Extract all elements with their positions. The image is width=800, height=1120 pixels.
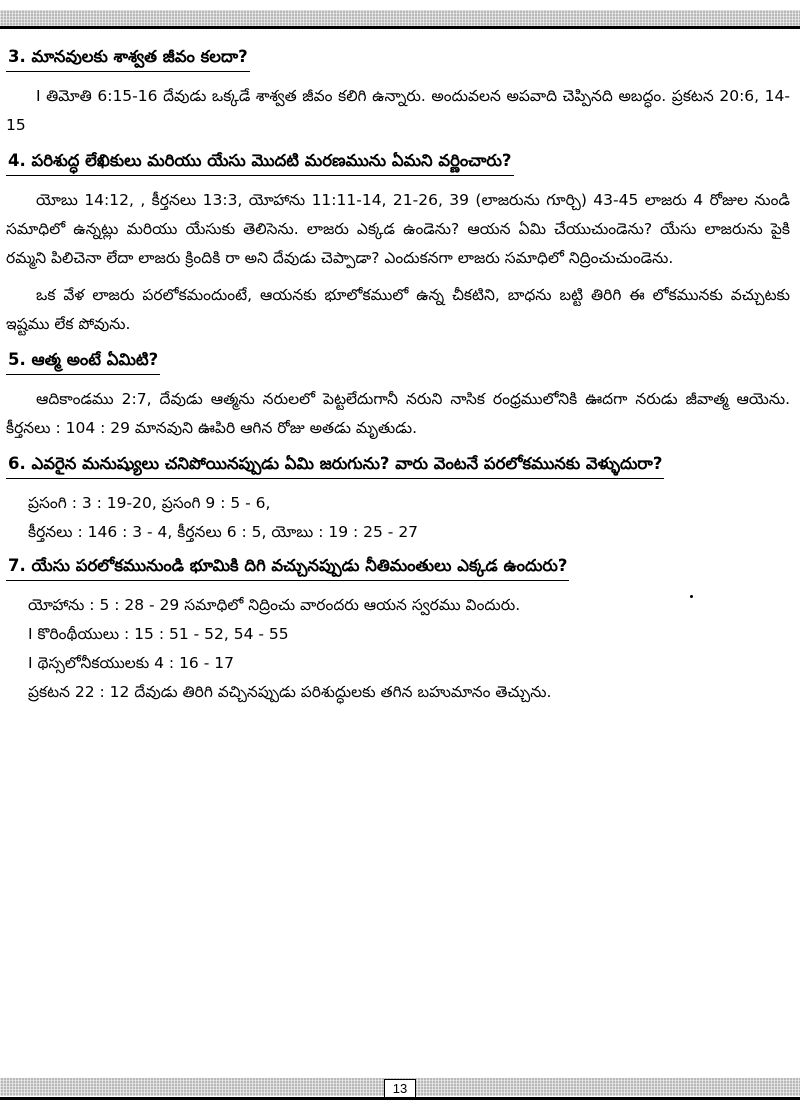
top-border-band [0,10,800,26]
section-heading: 3. మానవులకు శాశ్వత జీవం కలదా? [6,44,250,72]
section-heading: 6. ఎవరైన మనుష్యులు చనిపోయినప్పుడు ఏమి జరుగును? వారు వెంటనే పరలోకమునకు వెళ్ళుదురా? [6,451,664,479]
reference-line: యోహాను : 5 : 28 - 29 సమాధిలో నిద్రించు వారందరు ఆయన స్వరము విందురు. [28,596,521,614]
section-heading: 5. ఆత్మ అంటే ఏమిటి? [6,347,160,375]
paragraph: యోబు 14:12, , కీర్తనలు 13:3, యోహాను 11:11-14, 21-26, 39 (లాజరును గూర్చి) 43-45 లాజరు 4 రోజుల నుండి సమాధిలో ఉన్నట్లు మరియు యేసుకు తెలిసెను. లాజరు ఎక్కడ ఉండెను? ఆయన ఏమి చేయుచుండెను? యేసు లాజరును పైకి రమ్మని పిలిచెనా లేదా లాజరు క్రిందికి రా అని దేవుడు చెప్పాడా? ఎందుకనగా లాజరు సమాధిలో నిద్రించుచుండెను. [6,191,790,267]
section-3 [6,44,792,140]
reference-line: I కొరింథీయులు : 15 : 51 - 52, 54 - 55 [28,625,289,643]
page-number: 13 [384,1079,416,1098]
section-4 [6,148,792,339]
paragraph: ఒక వేళ లాజరు పరలోకమందుంటే, ఆయనకు భూలోకములో ఉన్న చీకటిని, బాధను బట్టి తిరిగి ఈ లోకమునకు వచ్చుటకు ఇష్టము లేక పోవును. [6,286,790,333]
top-border-rule [0,26,800,29]
paragraph: I తిమోతి 6:15-16 దేవుడు ఒక్కడే శాశ్వత జీవం కలిగి ఉన్నారు. అందువలన అపవాది చెప్పినది అబద్ధం. ప్రకటన 20:6, 14-15 [6,87,790,134]
stray-dot [690,595,693,598]
section-7 [6,553,792,707]
reference-list [28,489,792,547]
section-5 [6,347,792,443]
reference-line: I థెస్సలోనీకయులకు 4 : 16 - 17 [28,654,234,672]
paragraph: ఆదికాండము 2:7, దేవుడు ఆత్మను నరులలో పెట్టలేదుగానీ నరుని నాసిక రంధ్రములోనికి ఊదగా నరుడు జీవాత్మ ఆయెను. కీర్తనలు : 104 : 29 మానవుని ఊపిరి ఆగిన రోజు అతడు మృతుడు. [6,390,790,437]
section-heading: 7. యేసు పరలోకమునుండి భూమికి దిగి వచ్చునప్పుడు నీతిమంతులు ఎక్కడ ఉందురు? [6,553,569,581]
reference-line: ప్రసంగి : 3 : 19-20, ప్రసంగి 9 : 5 - 6, [28,494,271,512]
reference-list [28,591,792,707]
reference-line: ప్రకటన 22 : 12 దేవుడు తిరిగి వచ్చినప్పుడు పరిశుద్ధులకు తగిన బహుమానం తెచ్చును. [28,683,552,701]
section-6 [6,451,792,547]
section-heading: 4. పరిశుద్ధ లేఖికులు మరియు యేసు మొదటి మరణమును ఏమని వర్ణించారు? [6,148,514,176]
reference-line: కీర్తనలు : 146 : 3 - 4, కీర్తనలు 6 : 5, యోబు : 19 : 25 - 27 [28,523,419,541]
page-content [6,44,792,713]
